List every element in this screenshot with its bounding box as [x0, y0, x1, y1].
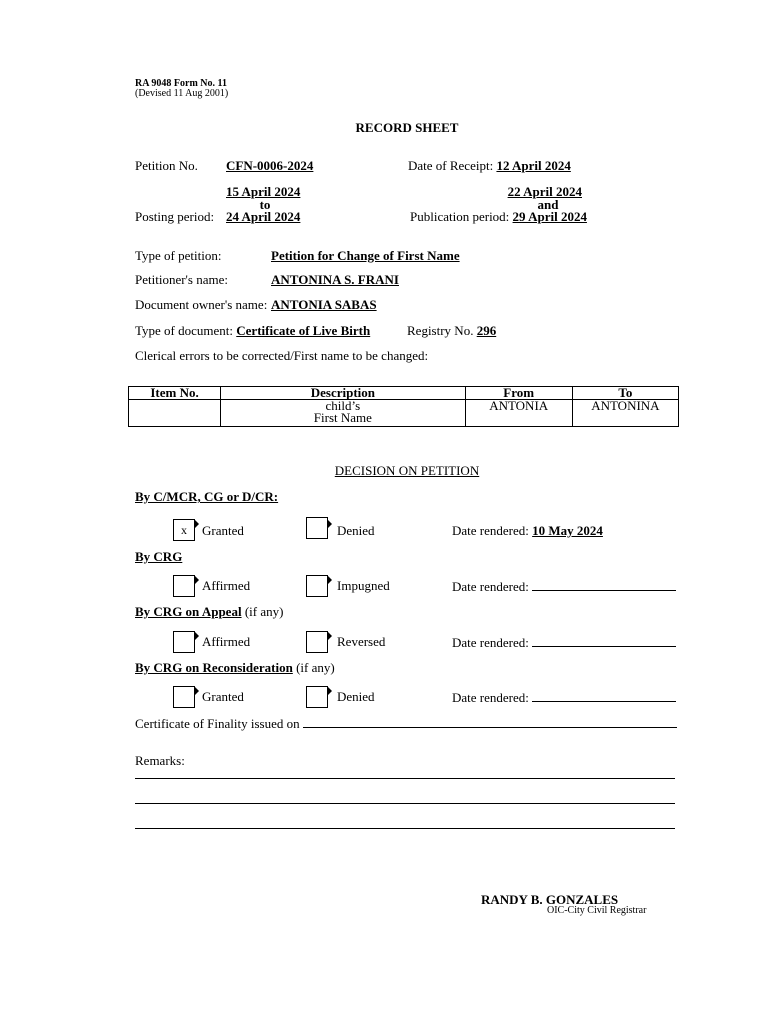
publication-and-word: and — [537, 197, 559, 212]
date-blank[interactable] — [532, 578, 676, 591]
posting-to-word: to — [259, 197, 271, 212]
posting-from: 15 April 2024 — [226, 184, 301, 199]
section-reconsideration-title: By CRG on Reconsideration — [135, 660, 293, 675]
section-appeal-title: By CRG on Appeal — [135, 604, 242, 619]
cell-from: ANTONIA — [465, 400, 572, 427]
remarks-label: Remarks: — [135, 753, 185, 768]
description-line-2: First Name — [313, 410, 372, 425]
publication-to: 29 April 2024 — [512, 209, 587, 224]
date-rendered-label: Date rendered: — [452, 579, 529, 594]
tick-icon — [195, 632, 199, 640]
doc-type-row — [135, 323, 370, 339]
decision-heading: DECISION ON PETITION — [334, 463, 480, 478]
tick-icon — [328, 520, 332, 528]
impugned-label: Impugned — [337, 578, 390, 593]
denied-reconsideration-label: Denied — [337, 689, 375, 704]
date-rendered-row-3 — [452, 634, 676, 651]
posting-label: Posting period: — [135, 209, 215, 224]
remarks-line[interactable] — [135, 803, 675, 804]
affirmed-checkbox[interactable] — [173, 575, 195, 597]
impugned-checkbox[interactable] — [306, 575, 328, 597]
section-cmcr-title: By C/MCR, CG or D/CR: — [135, 489, 279, 504]
posting-to: 24 April 2024 — [226, 209, 301, 224]
tick-icon — [328, 576, 332, 584]
registry-label: Registry No. — [407, 323, 474, 338]
denied-label: Denied — [337, 523, 375, 538]
table-row — [129, 400, 679, 427]
header-description: Description — [221, 387, 465, 400]
date-rendered-row-4 — [452, 689, 676, 706]
granted-reconsideration-label: Granted — [202, 689, 244, 704]
receipt-row — [408, 158, 571, 174]
signatory-title: OIC-City Civil Registrar — [547, 905, 647, 916]
affirmed-appeal-label: Affirmed — [202, 634, 251, 649]
date-blank[interactable] — [532, 689, 676, 702]
date-rendered-label: Date rendered: — [452, 523, 529, 538]
denied-reconsideration-checkbox[interactable] — [306, 686, 328, 708]
finality-row — [135, 715, 677, 732]
granted-reconsideration-checkbox[interactable] — [173, 686, 195, 708]
clerical-label: Clerical errors to be corrected/First name to be changed: — [135, 348, 429, 363]
corrections-table — [128, 386, 679, 427]
registry-row — [407, 323, 496, 339]
header-to: To — [572, 387, 678, 400]
affirmed-appeal-checkbox[interactable] — [173, 631, 195, 653]
date-blank[interactable] — [532, 634, 676, 647]
tick-icon — [195, 687, 199, 695]
reversed-checkbox[interactable] — [306, 631, 328, 653]
granted-checkbox[interactable]: x — [173, 519, 195, 541]
section-reconsideration-row — [135, 660, 335, 676]
tick-icon — [195, 520, 199, 528]
petitioner-value: ANTONINA S. FRANI — [271, 272, 399, 287]
tick-icon — [328, 687, 332, 695]
finality-label: Certificate of Finality issued on — [135, 716, 300, 731]
signatory-name: RANDY B. GONZALES — [481, 892, 619, 907]
granted-label: Granted — [202, 523, 244, 538]
remarks-line[interactable] — [135, 828, 675, 829]
petitioner-label: Petitioner's name: — [135, 272, 228, 287]
section-appeal-suffix: (if any) — [244, 604, 284, 619]
tick-icon — [328, 632, 332, 640]
owner-label: Document owner's name: — [135, 297, 268, 312]
tick-icon — [195, 576, 199, 584]
publication-from: 22 April 2024 — [507, 184, 582, 199]
date-rendered-label: Date rendered: — [452, 635, 529, 650]
description-line-1: child’s — [325, 398, 361, 413]
registry-value: 296 — [476, 323, 497, 338]
form-code: RA 9048 Form No. 11 — [135, 78, 227, 89]
form-revision: (Devised 11 Aug 2001) — [135, 88, 229, 99]
cell-description — [221, 400, 465, 427]
header-item-no: Item No. — [129, 387, 221, 400]
remarks-line[interactable] — [135, 778, 675, 779]
petition-no-value: CFN-0006-2024 — [226, 158, 314, 173]
publication-label: Publication period: — [410, 209, 510, 224]
receipt-label: Date of Receipt: — [408, 158, 494, 173]
section-crg-title: By CRG — [135, 549, 183, 564]
page-title: RECORD SHEET — [355, 120, 459, 135]
petition-no-label: Petition No. — [135, 158, 198, 173]
type-value: Petition for Change of First Name — [271, 248, 460, 263]
finality-blank[interactable] — [303, 715, 677, 728]
type-label: Type of petition: — [135, 248, 222, 263]
owner-value: ANTONIA SABAS — [271, 297, 377, 312]
date-rendered-row-2 — [452, 578, 676, 595]
cell-to: ANTONINA — [572, 400, 678, 427]
affirmed-label: Affirmed — [202, 578, 251, 593]
header-from: From — [465, 387, 572, 400]
date-rendered-row-1 — [452, 523, 603, 539]
date-rendered-value: 10 May 2024 — [532, 523, 603, 538]
receipt-date: 12 April 2024 — [496, 158, 571, 173]
cell-item-no — [129, 400, 221, 427]
date-rendered-label: Date rendered: — [452, 690, 529, 705]
doc-type-label: Type of document: — [135, 323, 234, 338]
publication-row — [410, 209, 587, 225]
doc-type-value: Certificate of Live Birth — [236, 323, 371, 338]
denied-checkbox[interactable] — [306, 517, 328, 539]
reversed-label: Reversed — [337, 634, 386, 649]
section-reconsideration-suffix: (if any) — [296, 660, 335, 675]
section-appeal-row — [135, 604, 283, 620]
